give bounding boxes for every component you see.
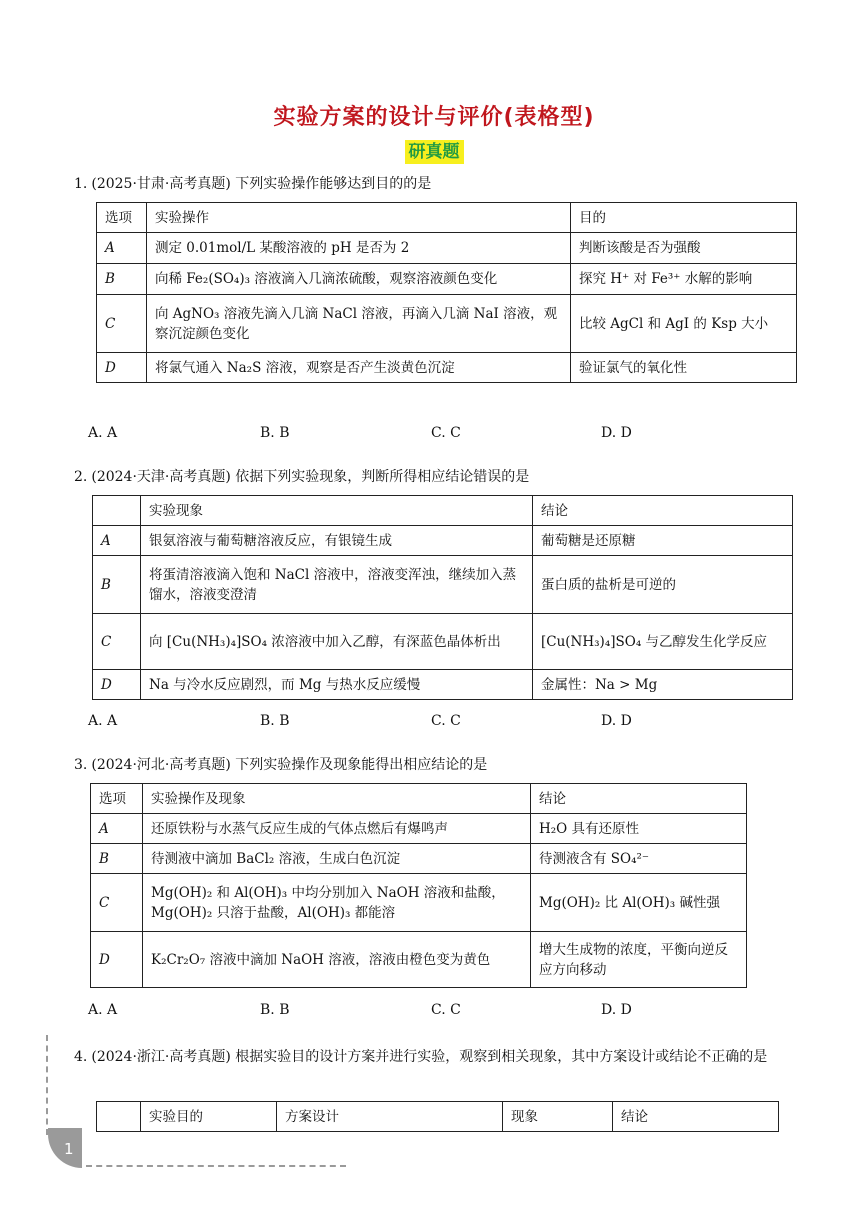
table-cell: A	[91, 814, 143, 844]
option-d[interactable]: D. D	[601, 1002, 632, 1018]
question-2-table	[92, 495, 793, 700]
table-cell: 向 AgNO₃ 溶液先滴入几滴 NaCl 溶液，再滴入几滴 NaI 溶液，观察沉淀颜色变化	[147, 295, 571, 353]
option-a[interactable]: A. A	[88, 713, 118, 729]
page-margin-dashed-line	[46, 1035, 48, 1135]
table-cell: A	[97, 233, 147, 264]
table-header-row	[91, 784, 747, 814]
table-cell: D	[93, 670, 141, 700]
option-c[interactable]: C. C	[431, 713, 461, 729]
table-header-row	[97, 203, 797, 233]
table-row	[91, 874, 747, 932]
table-header-cell: 选项	[91, 784, 143, 814]
option-b[interactable]: B. B	[260, 713, 290, 729]
question-2-stem: 2. (2024·天津·高考真题) 依据下列实验现象，判断所得相应结论错误的是	[74, 469, 530, 485]
table-row	[97, 353, 797, 383]
table-cell: K₂Cr₂O₇ 溶液中滴加 NaOH 溶液，溶液由橙色变为黄色	[143, 932, 531, 988]
option-d[interactable]: D. D	[601, 713, 632, 729]
question-4-stem: 4. (2024·浙江·高考真题) 根据实验目的设计方案并进行实验，观察到相关现象，其中方案设计或结论不正确的是	[74, 1049, 768, 1065]
table-header-cell	[93, 496, 141, 526]
table-cell: B	[93, 556, 141, 614]
table-cell: 银氨溶液与葡萄糖溶液反应，有银镜生成	[141, 526, 533, 556]
question-4-table	[96, 1101, 779, 1132]
table-cell: A	[93, 526, 141, 556]
table-header-cell: 实验操作及现象	[143, 784, 531, 814]
table-row	[93, 526, 793, 556]
table-row	[91, 814, 747, 844]
table-cell: 待测液中滴加 BaCl₂ 溶液，生成白色沉淀	[143, 844, 531, 874]
question-1-stem: 1. (2025·甘肃·高考真题) 下列实验操作能够达到目的的是	[74, 176, 432, 192]
table-header-row	[97, 1102, 779, 1132]
table-cell: C	[93, 614, 141, 670]
table-row	[93, 614, 793, 670]
table-cell: 测定 0.01mol/L 某酸溶液的 pH 是否为 2	[147, 233, 571, 264]
section-heading: 研真题	[405, 140, 464, 164]
table-cell: 增大生成物的浓度，平衡向逆反应方向移动	[531, 932, 747, 988]
page-footer-dashed-line	[86, 1165, 346, 1167]
option-c[interactable]: C. C	[431, 425, 461, 441]
option-c[interactable]: C. C	[431, 1002, 461, 1018]
table-header-cell: 结论	[531, 784, 747, 814]
table-cell: 向 [Cu(NH₃)₄]SO₄ 浓溶液中加入乙醇，有深蓝色晶体析出	[141, 614, 533, 670]
table-header-cell	[97, 1102, 141, 1132]
table-cell: H₂O 具有还原性	[531, 814, 747, 844]
table-header-cell: 现象	[503, 1102, 613, 1132]
table-cell: Mg(OH)₂ 和 Al(OH)₃ 中均分别加入 NaOH 溶液和盐酸，Mg(OH)₂ 只溶于盐酸，Al(OH)₃ 都能溶	[143, 874, 531, 932]
table-cell: 将氯气通入 Na₂S 溶液，观察是否产生淡黄色沉淀	[147, 353, 571, 383]
option-d[interactable]: D. D	[601, 425, 632, 441]
table-cell: 还原铁粉与水蒸气反应生成的气体点燃后有爆鸣声	[143, 814, 531, 844]
table-row	[91, 932, 747, 988]
table-cell: Na 与冷水反应剧烈，而 Mg 与热水反应缓慢	[141, 670, 533, 700]
table-cell: D	[91, 932, 143, 988]
question-3-stem: 3. (2024·河北·高考真题) 下列实验操作及现象能得出相应结论的是	[74, 757, 488, 773]
table-cell: 向稀 Fe₂(SO₄)₃ 溶液滴入几滴浓硫酸，观察溶液颜色变化	[147, 264, 571, 295]
table-cell: [Cu(NH₃)₄]SO₄ 与乙醇发生化学反应	[533, 614, 793, 670]
option-b[interactable]: B. B	[260, 425, 290, 441]
option-a[interactable]: A. A	[88, 1002, 118, 1018]
table-header-cell: 结论	[533, 496, 793, 526]
table-cell: 探究 H⁺ 对 Fe³⁺ 水解的影响	[571, 264, 797, 295]
page-title: 实验方案的设计与评价(表格型)	[273, 105, 595, 130]
table-header-cell: 结论	[613, 1102, 779, 1132]
table-cell: C	[97, 295, 147, 353]
table-row	[97, 233, 797, 264]
table-cell: B	[91, 844, 143, 874]
question-3-table	[90, 783, 747, 988]
table-header-cell: 方案设计	[277, 1102, 503, 1132]
table-cell: 葡萄糖是还原糖	[533, 526, 793, 556]
table-header-cell: 目的	[571, 203, 797, 233]
table-row	[93, 670, 793, 700]
table-row	[97, 295, 797, 353]
table-cell: C	[91, 874, 143, 932]
table-cell: 蛋白质的盐析是可逆的	[533, 556, 793, 614]
table-header-cell: 实验目的	[141, 1102, 277, 1132]
table-header-cell: 实验现象	[141, 496, 533, 526]
table-header-row	[93, 496, 793, 526]
table-cell: 判断该酸是否为强酸	[571, 233, 797, 264]
table-cell: B	[97, 264, 147, 295]
table-cell: 验证氯气的氧化性	[571, 353, 797, 383]
table-cell: Mg(OH)₂ 比 Al(OH)₃ 碱性强	[531, 874, 747, 932]
table-row	[97, 264, 797, 295]
table-header-cell: 选项	[97, 203, 147, 233]
table-row	[91, 844, 747, 874]
option-a[interactable]: A. A	[88, 425, 118, 441]
table-cell: 比较 AgCl 和 AgI 的 Ksp 大小	[571, 295, 797, 353]
table-cell: 将蛋清溶液滴入饱和 NaCl 溶液中，溶液变浑浊，继续加入蒸馏水，溶液变澄清	[141, 556, 533, 614]
table-cell: D	[97, 353, 147, 383]
table-cell: 金属性：Na > Mg	[533, 670, 793, 700]
question-1-table	[96, 202, 797, 383]
table-row	[93, 556, 793, 614]
table-cell: 待测液含有 SO₄²⁻	[531, 844, 747, 874]
page-number-badge: 1	[48, 1128, 82, 1168]
table-header-cell: 实验操作	[147, 203, 571, 233]
option-b[interactable]: B. B	[260, 1002, 290, 1018]
